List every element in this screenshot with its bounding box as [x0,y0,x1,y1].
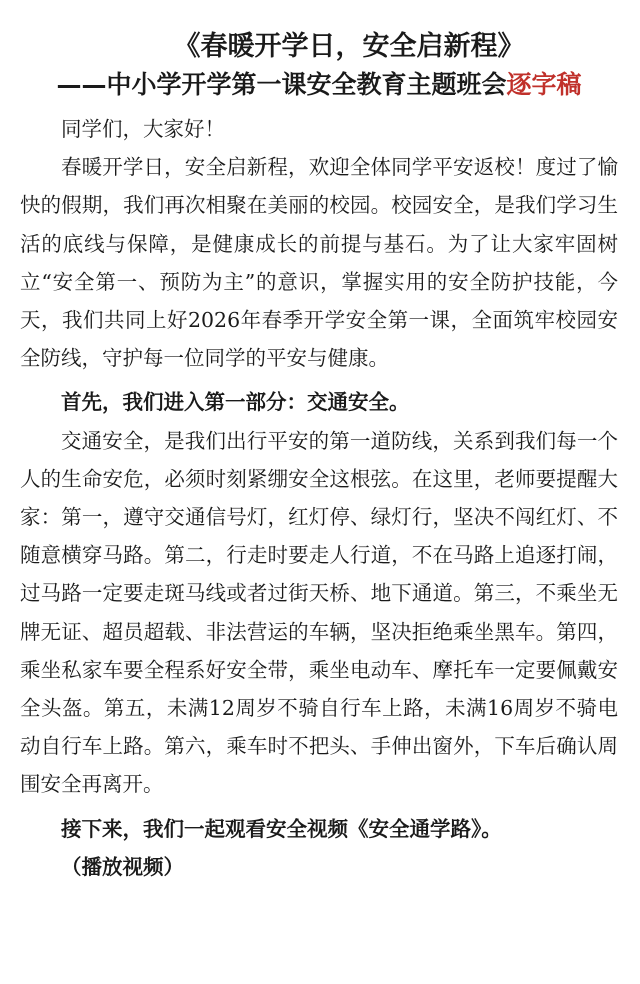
greeting-paragraph: 同学们，大家好！ [61,117,225,141]
intro-paragraph: 春暖开学日，安全启新程，欢迎全体同学平安返校！度过了愉快的假期，我们再次相聚在美丽的校园。校园安全，是我们学习生活的底线与保障，是健康成长的前提与基石。为了让大家牢固树立“安全第一、预防为主”的意识，掌握实用的安全防护技能，今天，我们共同上好2026年春季开学安全第一课，全面筑牢校园安全防线，守护每一位同学的平安与健康。 [20,155,618,371]
section1-heading: 首先，我们进入第一部分：交通安全。 [61,390,410,415]
subtitle-suffix: 逐字稿 [506,70,582,99]
video-intro-paragraph: 接下来，我们一起观看安全视频《安全通学路》。 [61,816,502,841]
section1-body: 交通安全，是我们出行平安的第一道防线，关系到我们每一个人的生命安危，必须时刻紧绷安全这根弦。在这里，老师要提醒大家：第一，遵守交通信号灯，红灯停、绿灯行，坚决不闯红灯、不随意横穿马路。第二，行走时要走人行道，不在马路上追逐打闹，过马路一定要走斑马线或者过街天桥、地下通道。第三，不乘坐无牌无证、超员超载、非法营运的车辆，坚决拒绝乘坐黑车。第四，乘坐私家车要全程系好安全带，乘坐电动车、摩托车一定要佩戴安全头盔。第五，未满12周岁不骑自行车上路，未满16周岁不骑电动自行车上路。第六，乘车时不把头、手伸出窗外，下车后确认周围安全再离开。 [20,428,618,797]
document-subtitle [20,68,618,102]
subtitle-prefix: ——中小学开学第一课安全教育主题班会 [56,70,507,99]
video-note: （播放视频） [61,854,184,879]
document-title: 《春暖开学日，安全启新程》 [173,31,525,62]
